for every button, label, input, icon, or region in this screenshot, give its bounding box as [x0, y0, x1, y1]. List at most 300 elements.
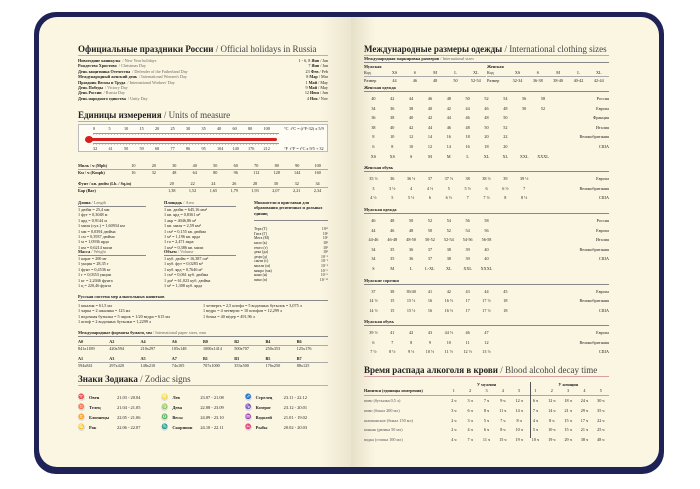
conversion-item: 1 фут = 0,3048 м	[78, 212, 108, 218]
table-cell	[534, 235, 553, 245]
zodiac-Рак-icon: ♋	[78, 424, 85, 430]
table-cell: 52-54	[443, 237, 454, 243]
table-cell: 56-58	[481, 237, 492, 243]
table-cell: 38	[390, 288, 395, 294]
table-cell: 24	[211, 181, 216, 186]
table-cell: 8	[372, 134, 375, 140]
table-cell	[552, 152, 609, 162]
table-cell: 10²	[323, 245, 328, 250]
zodiac-list	[78, 392, 328, 432]
table-cell: 19 ч	[515, 436, 523, 442]
table-cell: 56	[484, 227, 489, 233]
zodiac-Рыбы-icon: ♓	[245, 424, 252, 430]
table-cell: A6	[171, 339, 177, 344]
table-cell: XL	[446, 265, 452, 271]
table-cell: 8 ч	[483, 408, 490, 413]
table-cell: 44	[371, 227, 376, 233]
conversion-item: 1 дюйм = 25,4 мм	[78, 207, 110, 212]
volume-block	[164, 249, 236, 288]
zodiac-dates: 24.09 - 23.10	[200, 414, 224, 420]
table-cell: 1	[452, 388, 455, 394]
table-cell: 46-48	[387, 237, 398, 243]
table-cell: нано (н)	[254, 273, 268, 278]
table-cell: 37	[371, 288, 376, 294]
holiday-name-en: / Russia Day	[103, 90, 125, 96]
table-cell: 7	[391, 339, 394, 345]
table-cell: 10⁹	[322, 231, 328, 236]
table-cell: 15 ½	[406, 307, 416, 313]
table-cell: 30 ч	[597, 398, 605, 404]
table-cell: 41	[427, 288, 433, 294]
conversion-item: 1 дм³ = 61,023 куб. дюйма	[164, 277, 211, 283]
table-cell: деци (д)	[254, 254, 268, 259]
table-cell: 56	[465, 217, 470, 223]
table-cell: 54	[465, 227, 470, 233]
table-cell	[534, 245, 553, 255]
table-cell	[534, 296, 553, 306]
table-cell: 125x176	[296, 346, 312, 351]
table-cell: 48-50	[406, 237, 416, 243]
size-section	[364, 207, 609, 274]
table-cell: 18	[465, 134, 470, 140]
zodiac-name: Близнецы	[89, 414, 110, 420]
zodiac-name: Весы	[172, 414, 183, 420]
table-cell	[534, 216, 553, 226]
table-cell: Россия	[596, 217, 609, 223]
table-cell: 10⁻¹²	[319, 277, 328, 282]
table-cell: 21 ч	[580, 427, 589, 433]
measure-item: 1 водочная бутылка = 5 чарок = 1/20 ведра = 615 мл	[78, 313, 171, 319]
table-cell: 10⁶	[322, 236, 328, 241]
table-cell: 10⁻⁹	[320, 273, 328, 278]
table-cell: 2,21	[293, 188, 301, 193]
table-row	[78, 356, 328, 363]
holiday-name: Новогодние каникулы	[78, 58, 121, 63]
table-cell: 13 ½	[482, 349, 491, 355]
table-cell: 58	[484, 217, 489, 223]
table-row	[364, 306, 609, 316]
table-cell: 42	[446, 288, 451, 294]
table-cell: XXL	[463, 265, 472, 271]
table-cell: 7 ½	[370, 349, 377, 355]
holiday-name: Праздник Весны и Труда	[78, 79, 126, 85]
conversion-item: 1 фунт = 0,4536 кг	[78, 266, 111, 272]
table-cell: 24 ч	[580, 398, 589, 404]
table-cell: 40	[192, 163, 197, 168]
table-cell: XS	[389, 153, 395, 159]
table-cell: 70	[254, 163, 259, 168]
table-cell: 38	[446, 256, 451, 262]
table-cell: XL	[473, 70, 479, 76]
table-cell: 210x297	[140, 346, 156, 351]
table-cell: 18	[503, 298, 508, 304]
zodiac-dates: 21.01 - 19.02	[283, 414, 308, 420]
table-cell: 176x250	[265, 363, 281, 368]
table-cell: 39 ½	[519, 176, 529, 182]
table-cell	[534, 287, 553, 297]
left-page	[39, 17, 351, 467]
zodiac-Дева-icon: ♍	[161, 404, 168, 410]
table-cell: 4	[583, 388, 586, 394]
table-cell: 46	[484, 105, 489, 111]
table-cell: 12 ч	[515, 398, 523, 404]
table-cell: 3 ½	[389, 185, 396, 191]
table-cell: M	[433, 70, 438, 76]
table-cell: 39	[465, 246, 470, 252]
table-cell: Великобритания	[579, 246, 609, 252]
holiday-name: День защитника Отечества	[78, 68, 131, 74]
table-cell: 4 ч	[532, 417, 539, 423]
table-cell: 10¹	[323, 250, 328, 255]
table-cell: 1000x1414	[203, 346, 222, 351]
thermometer-bar	[87, 138, 277, 141]
table-row	[364, 387, 609, 396]
zodiac-item	[245, 392, 328, 402]
table-cell: 11 ч	[482, 436, 491, 442]
block-title-en: / Weight	[91, 249, 106, 254]
conversion-item: 1 м² = 1,196 кв. ярда	[164, 234, 201, 240]
table-cell: 3	[372, 185, 375, 191]
table-cell	[515, 296, 534, 306]
table-cell: 12	[409, 134, 414, 140]
holiday-name: Международный женский день	[78, 74, 138, 80]
table-cell: Европа	[596, 288, 609, 294]
table-cell: 10	[390, 134, 395, 140]
table-cell: 3 ч	[467, 417, 473, 423]
holiday-name: День России	[78, 90, 102, 96]
table-cell: Италия	[595, 237, 609, 243]
table-cell: XXXL	[537, 153, 549, 159]
table-cell: A0	[78, 339, 84, 344]
blood-alcohol-title: Время распада алкоголя в крови / Blood alcohol decay time	[364, 365, 609, 377]
table-cell: 34	[371, 246, 376, 252]
celsius-tick: 10	[124, 126, 129, 131]
table-cell: 8	[410, 339, 413, 345]
table-cell: 10⁻⁶	[320, 268, 328, 273]
conversion-item: 1 км² = 0,386 кв. мили	[164, 244, 204, 250]
table-cell: 16 ½	[444, 298, 453, 304]
table-cell: S	[413, 70, 416, 76]
table-cell	[534, 328, 553, 338]
conversion-item: 1 га = 2,471 акра	[164, 239, 194, 245]
table-cell: 14	[427, 134, 433, 140]
table-cell: 40	[484, 246, 489, 252]
celsius-tick: 60	[232, 126, 237, 131]
table-cell: L-XL	[425, 265, 435, 271]
table-cell: 36	[371, 115, 376, 121]
table-cell: B6	[296, 339, 302, 344]
table-cell: 50-52	[425, 237, 435, 243]
holidays-title: Официальные праздники России / Official holidays in Russia	[78, 44, 328, 56]
length-block	[78, 200, 146, 250]
table-cell: 17 ½	[482, 307, 491, 313]
table-cell: Европа	[596, 227, 609, 233]
table-cell: 20	[484, 134, 489, 140]
table-cell: 38 ½	[482, 176, 491, 182]
table-cell: 42	[446, 105, 451, 111]
table-cell: B5	[265, 356, 271, 361]
table-cell: XL	[502, 153, 509, 159]
table-cell: A7	[171, 356, 177, 361]
table-cell: 43	[427, 330, 433, 336]
table-cell: 420x594	[109, 346, 124, 351]
holiday-month: Июн	[310, 90, 319, 96]
size-section	[364, 278, 609, 316]
holiday-month: Май	[308, 79, 318, 85]
table-cell: 144	[294, 170, 301, 175]
table-row	[487, 69, 609, 77]
conversion-item: 1 кв. ярд = 0,8361 м²	[164, 212, 201, 218]
table-cell: 50	[465, 96, 470, 101]
holiday-row	[78, 96, 328, 101]
conversion-item: 1 акр = 4046,86 м²	[164, 217, 197, 223]
table-cell: Код	[487, 70, 494, 76]
table-cell: M	[556, 70, 561, 76]
table-cell: 3 ч	[467, 398, 473, 404]
table-cell: 14 ½	[369, 307, 378, 313]
table-cell	[515, 254, 534, 264]
holiday-name: Рождество Христово	[78, 63, 117, 69]
zodiac-dates: 22.06 - 22.07	[117, 424, 141, 430]
zodiac-item	[161, 422, 244, 432]
table-cell: Км / ч (Kmph)	[78, 170, 105, 175]
table-cell	[534, 338, 553, 348]
holiday-name-en: / International Workers' Day	[127, 79, 175, 85]
table-cell: 7	[466, 195, 469, 201]
table-cell: 38	[465, 176, 470, 182]
table-cell: 8	[504, 195, 507, 201]
table-cell: B3	[234, 356, 240, 361]
table-cell: 48	[433, 78, 438, 84]
table-cell: 18	[484, 143, 489, 149]
conversion-item: 1 см = 0,3937 дюйма	[78, 234, 115, 240]
table-cell	[534, 193, 553, 203]
holiday-month: Фев	[310, 68, 319, 74]
table-cell: Напитки (единицы измерения)	[364, 388, 423, 394]
table-cell: 48	[390, 217, 395, 223]
table-cell: Европа	[596, 176, 609, 182]
thermometer	[78, 124, 328, 152]
table-cell: 16	[465, 143, 470, 149]
celsius-tick: 5	[108, 126, 111, 131]
table-cell: 2	[469, 388, 472, 394]
table-cell: XL	[483, 153, 490, 159]
table-cell: L	[577, 70, 580, 76]
table-row	[78, 346, 328, 352]
table-cell: B1	[203, 356, 208, 361]
zodiac-item	[161, 402, 244, 412]
table-cell	[515, 113, 534, 123]
table-cell: 707x1000	[203, 363, 220, 368]
table-cell: 6	[428, 195, 431, 201]
table-cell: США	[598, 256, 609, 262]
block-title: Длина / Length	[78, 200, 146, 207]
alcohol-measures-title: Русская система мер алкогольных напитков	[78, 294, 328, 301]
table-cell: A3	[109, 356, 115, 361]
area-block	[164, 200, 236, 250]
table-cell	[496, 216, 515, 226]
table-cell: Великобритания	[579, 185, 609, 191]
table-row	[364, 435, 609, 445]
table-cell: США	[598, 349, 609, 355]
table-cell	[534, 347, 553, 357]
conversion-item: 1 карат = 200 мг	[78, 256, 107, 261]
table-row	[364, 416, 609, 426]
conversion-item: 1 км = 0,6214 мили	[78, 244, 113, 250]
table-cell: B7	[296, 356, 302, 361]
holiday-name-en: / International Women's Day	[139, 74, 187, 80]
conversion-item: 1 унция = 28,35 г	[78, 261, 109, 267]
measure-item: 1 четверть = 2,5 штофа = 5 водочных бутылок = 3,075 л	[203, 303, 302, 308]
table-cell: 16	[446, 134, 451, 140]
table-cell: 35 ½	[369, 176, 378, 182]
zodiac-column	[161, 392, 244, 432]
celsius-formula: °C t°C = (t°F-32) x 5/9	[284, 126, 324, 131]
table-cell: 48	[484, 115, 489, 121]
table-cell: кило (к)	[254, 241, 267, 245]
table-cell: 10⁻¹	[321, 254, 328, 259]
table-cell: 52	[503, 124, 508, 130]
conversion-item: 1 кв. дюйм = 645,16 мм²	[164, 207, 207, 212]
table-row	[78, 181, 328, 188]
fahrenheit-tick: 77	[170, 146, 175, 151]
table-cell	[496, 347, 515, 357]
table-cell: M	[390, 265, 395, 271]
table-cell: Миль / ч (Mph)	[78, 163, 107, 168]
table-cell: M	[446, 153, 451, 159]
table-cell: 500x707	[234, 346, 249, 351]
table-row	[364, 254, 609, 264]
table-cell: 5 ½	[464, 185, 471, 191]
table-cell: Бар (Bar)	[78, 188, 96, 193]
holiday-name: День народного единства	[78, 95, 126, 101]
table-cell: 96	[233, 170, 238, 175]
size-section-title: Женская одежда	[364, 85, 609, 92]
zodiac-Лев-icon: ♌	[161, 394, 168, 400]
zodiac-column	[245, 392, 328, 432]
table-cell: 22	[190, 181, 195, 186]
zodiac-name: Рыбы	[255, 424, 268, 430]
men-marking: Мужская Код XS S M L XL Размер 44 46 48 50 52-54	[364, 64, 486, 84]
table-cell: шампанское (бокал 150 мл)	[364, 417, 413, 423]
table-cell: 74x105	[171, 363, 185, 368]
table-cell: 112	[253, 170, 260, 175]
table-cell: 37 ½	[444, 176, 453, 182]
table-cell: 36	[409, 246, 414, 252]
table-cell: 48	[446, 96, 451, 101]
table-cell	[496, 235, 515, 245]
table-cell: 10¹²	[321, 227, 328, 232]
table-cell: 88x125	[296, 363, 310, 368]
table-cell: 42-44	[593, 78, 604, 84]
table-cell: B0	[203, 339, 208, 344]
alcohol-measures-block	[78, 294, 328, 325]
table-cell: 60	[233, 163, 238, 168]
zodiac-name: Дева	[172, 404, 182, 410]
holiday-name-en: / New Year holidays	[122, 58, 157, 63]
table-cell: 50	[409, 217, 414, 223]
table-cell: 4 ½	[426, 185, 434, 191]
paper-sizes-title: Международные форматы бумаги, мм / International paper sizes, mm	[78, 330, 328, 337]
table-cell: 160	[314, 170, 321, 175]
table-cell: 46	[371, 217, 376, 223]
table-cell: 26	[232, 181, 237, 186]
size-section-title: Мужская одежда	[364, 207, 609, 214]
table-cell: 100	[314, 163, 321, 168]
block-title-en: / Length	[91, 200, 106, 205]
zodiac-dates: 23.12 - 20.01	[283, 404, 308, 410]
table-cell	[552, 264, 609, 274]
conversion-item: 1 куб. фут = 0,0283 м³	[164, 261, 203, 267]
table-cell: 14 ч	[515, 408, 523, 413]
table-cell: 42	[409, 330, 414, 336]
table-cell: коньяк (рюмка 50 мл)	[364, 427, 403, 433]
right-page	[351, 17, 659, 467]
table-cell: 7 ч	[467, 436, 473, 442]
mass-block	[78, 249, 146, 288]
table-cell	[515, 338, 534, 348]
table-cell: 4	[410, 185, 413, 191]
fahrenheit-tick: 68	[155, 146, 160, 151]
holiday-name-en: / Victory Day	[105, 85, 128, 91]
zodiac-Козерог-icon: ♑	[245, 404, 252, 410]
celsius-tick: 40	[217, 126, 222, 131]
conversion-item: 1 миля (сух.) = 1,60934 км	[78, 223, 125, 229]
table-cell: 40	[484, 256, 489, 262]
table-cell: 10³	[323, 241, 328, 245]
table-cell: 6 ч	[483, 427, 490, 433]
table-cell: 39	[465, 256, 470, 262]
table-cell: 5 ч	[532, 427, 539, 433]
table-cell: 594x841	[78, 363, 93, 368]
table-cell: 14 ч	[548, 408, 556, 413]
table-cell: 44	[446, 115, 451, 121]
celsius-tick: 30	[186, 126, 191, 131]
table-cell: Великобритания	[579, 134, 609, 140]
holiday-name: День Победы	[78, 85, 104, 91]
table-cell: Мега (М)	[254, 236, 270, 241]
zodiac-title: Знаки Зодиака / Zodiac signs	[78, 374, 328, 386]
table-cell: 10 ч	[548, 427, 556, 433]
table-cell: 250x353	[265, 346, 281, 351]
celsius-tick: 15	[139, 126, 144, 131]
table-cell: 8	[391, 143, 394, 149]
table-cell: 5	[518, 388, 521, 394]
table-cell: 10⁻²	[321, 259, 328, 264]
zodiac-item	[78, 392, 161, 402]
table-cell	[534, 113, 553, 123]
table-cell: 46	[465, 115, 470, 121]
table-cell: 8 ½	[389, 349, 396, 355]
table-cell: 8 ч	[549, 417, 555, 423]
table-cell: 90	[295, 163, 300, 168]
table-cell	[534, 254, 553, 264]
table-cell: XXL	[519, 153, 529, 159]
table-cell: 16	[427, 298, 433, 304]
zodiac-Овен-icon: ♈	[78, 394, 85, 400]
table-cell: 40	[390, 124, 395, 130]
zodiac-Близнецы-icon: ♊	[78, 414, 85, 420]
table-cell: 32	[151, 170, 156, 175]
table-cell: 50	[503, 115, 508, 121]
table-cell: 38	[409, 105, 414, 111]
table-cell: 32	[294, 181, 299, 186]
table-cell: 5	[599, 388, 602, 394]
zodiac-name: Рак	[89, 424, 97, 430]
table-cell: 297x420	[109, 363, 124, 368]
prefixes-title: Множители и приставки для образования десятичных и дольных единиц	[254, 200, 328, 221]
table-cell: 34	[315, 181, 320, 186]
